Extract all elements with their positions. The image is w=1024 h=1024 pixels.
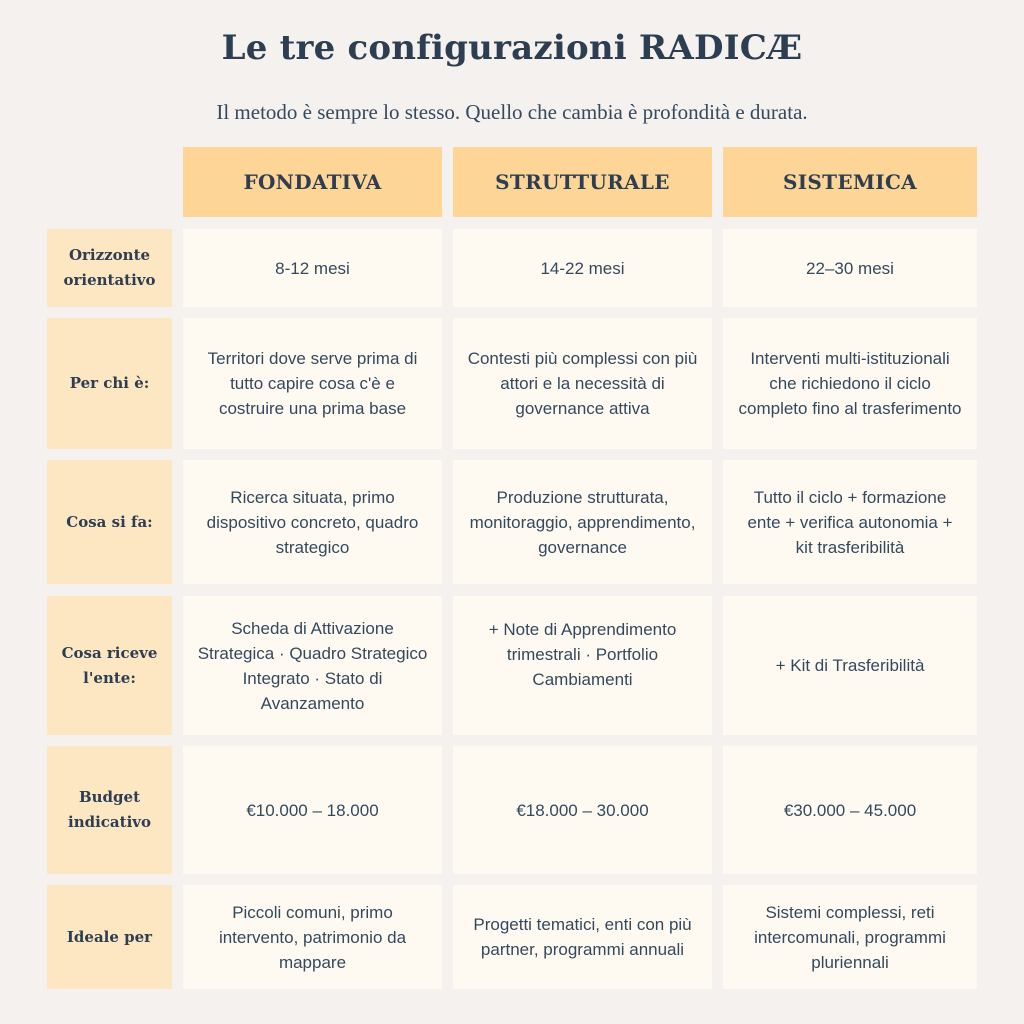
table-cell: Scheda di Attivazione Strategica · Quadro Strategico Integrato · Stato di Avanzamento [183,596,442,735]
row-label-cosa-riceve: Cosa riceve l'ente: [47,596,172,735]
column-header-strutturale: STRUTTURALE [453,147,712,217]
table-cell: €18.000 – 30.000 [453,746,712,874]
table-cell: 22–30 mesi [723,229,977,307]
row-label-cosa-si-fa: Cosa si fa: [47,460,172,584]
row-label-orizzonte: Orizzonte orientativo [47,229,172,307]
row-label-ideale-per: Ideale per [47,885,172,989]
table-cell: Piccoli comuni, primo intervento, patrimonio da mappare [183,885,442,989]
page-title: Le tre configurazioni RADICÆ [221,28,803,68]
column-header-fondativa: FONDATIVA [183,147,442,217]
table-cell: Ricerca situata, primo dispositivo concreto, quadro strategico [183,460,442,584]
column-header-sistemica: SISTEMICA [723,147,977,217]
table-cell: €30.000 – 45.000 [723,746,977,874]
table-cell: Contesti più complessi con più attori e la necessità di governance attiva [453,318,712,449]
table-cell: Produzione strutturata, monitoraggio, apprendimento, governance [453,460,712,584]
table-cell: + Note di Apprendimento trimestrali · Portfolio Cambiamenti [453,596,712,735]
row-label-per-chi: Per chi è: [47,318,172,449]
table-cell: 8-12 mesi [183,229,442,307]
table-cell: 14-22 mesi [453,229,712,307]
table-cell: + Kit di Trasferibilità [723,596,977,735]
table-cell: Interventi multi-istituzionali che richiedono il ciclo completo fino al trasferimento [723,318,977,449]
page-subtitle: Il metodo è sempre lo stesso. Quello che cambia è profondità e durata. [216,100,808,124]
table-cell: Tutto il ciclo + formazione ente + verifica autonomia + kit trasferibilità [723,460,977,584]
table-cell: Sistemi complessi, reti intercomunali, programmi pluriennali [723,885,977,989]
table-cell: Progetti tematici, enti con più partner, programmi annuali [453,885,712,989]
table-cell: Territori dove serve prima di tutto capire cosa c'è e costruire una prima base [183,318,442,449]
table-cell: €10.000 – 18.000 [183,746,442,874]
row-label-budget: Budget indicativo [47,746,172,874]
